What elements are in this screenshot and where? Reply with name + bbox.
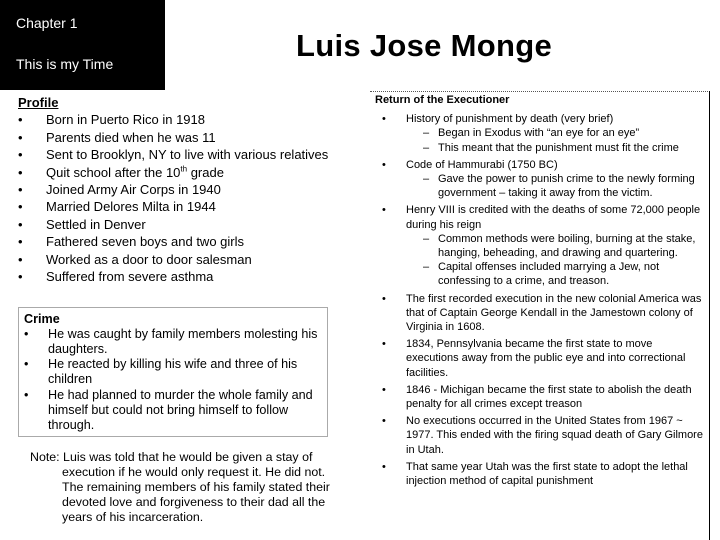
quit-school-text: Quit school after the 10 bbox=[46, 164, 181, 180]
profile-item: • Born in Puerto Rico in 1918 bbox=[18, 111, 358, 128]
executioner-section bbox=[375, 93, 705, 491]
ordinal-suffix: th bbox=[180, 164, 188, 174]
profile-item: • Suffered from severe asthma bbox=[18, 268, 358, 285]
executioner-subitem: – Capital offenses included marrying a Jew, not confessing to a crime, and treason. bbox=[406, 260, 705, 288]
executioner-item-text: • History of punishment by death (very brief) bbox=[406, 113, 614, 126]
executioner-item bbox=[375, 460, 705, 488]
crime-item: • He reacted by killing his wife and three of his children bbox=[24, 357, 321, 387]
crime-item: • He was caught by family members molesting his daughters. bbox=[24, 327, 321, 357]
quit-school-text-end: grade bbox=[187, 164, 224, 180]
executioner-item bbox=[375, 292, 705, 335]
executioner-item-text: • 1834, Pennsylvania became the first state to move executions away from the public eye and into correctional facilities. bbox=[406, 338, 686, 379]
profile-item: • Worked as a door to door salesman bbox=[18, 251, 358, 268]
executioner-item-text: • The first recorded execution in the new colonial America was that of Captain George Kendall in the Jamestown colony of Virginia in 1608. bbox=[406, 292, 702, 334]
executioner-subitem: – Gave the power to punish crime to the newly forming government – taking it away from the victim. bbox=[406, 172, 705, 200]
crime-item: • He had planned to murder the whole family and himself but could not bring himself to follow through. bbox=[24, 388, 321, 432]
crime-heading: Crime bbox=[24, 312, 60, 326]
executioner-item-text: • No executions occurred in the United States from 1967 ~ 1977. This ended with the firing squad death of Gary Gilmore in Utah. bbox=[406, 415, 703, 456]
note-text: Note: Luis was told that he would be given a stay of execution if he would only request it. He did not. The remaining members of his family stated their devoted love and forgiveness to their dad all the years of his incarceration. bbox=[30, 450, 330, 524]
executioner-item bbox=[375, 337, 705, 380]
executioner-sublist bbox=[406, 232, 705, 289]
profile-item: • Parents died when he was 11 bbox=[18, 129, 358, 146]
profile-item bbox=[18, 164, 358, 181]
executioner-subitem: – This meant that the punishment must fit the crime bbox=[406, 141, 705, 155]
profile-item: • Married Delores Milta in 1944 bbox=[18, 198, 358, 215]
executioner-item-text: • 1846 - Michigan became the first state to abolish the death penalty for all crimes except treason bbox=[406, 383, 692, 411]
executioner-item-text: • That same year Utah was the first state to adopt the lethal injection method of capital punishment bbox=[406, 460, 688, 488]
profile-item: • Sent to Brooklyn, NY to live with various relatives bbox=[18, 146, 358, 163]
profile-item: • Fathered seven boys and two girls bbox=[18, 233, 358, 250]
chapter-label: Chapter 1 bbox=[16, 15, 78, 31]
profile-item: • Joined Army Air Corps in 1940 bbox=[18, 181, 358, 198]
profile-heading: Profile bbox=[18, 95, 59, 110]
chapter-subtitle: This is my Time bbox=[16, 56, 114, 72]
executioner-item-text: • Code of Hammurabi (1750 BC) bbox=[406, 158, 558, 171]
page-title: Luis Jose Monge bbox=[296, 28, 552, 63]
chapter-header-box bbox=[0, 0, 165, 90]
profile-list bbox=[18, 111, 358, 285]
executioner-item bbox=[375, 414, 705, 457]
executioner-list bbox=[375, 112, 705, 488]
dotted-divider bbox=[370, 91, 710, 92]
executioner-sublist bbox=[406, 126, 705, 154]
executioner-item bbox=[375, 383, 705, 411]
executioner-item bbox=[375, 203, 705, 288]
executioner-item-text: • Henry VIII is credited with the deaths of some 72,000 people during his reign bbox=[406, 204, 701, 231]
right-rule bbox=[709, 91, 710, 540]
profile-section bbox=[18, 94, 358, 285]
executioner-item bbox=[375, 112, 705, 155]
executioner-sublist bbox=[406, 172, 705, 200]
crime-box bbox=[18, 307, 328, 437]
executioner-subitem: – Began in Exodus with “an eye for an eye” bbox=[406, 126, 705, 140]
executioner-item bbox=[375, 158, 705, 201]
crime-list bbox=[24, 327, 321, 433]
profile-item: • Settled in Denver bbox=[18, 216, 358, 233]
executioner-subitem: – Common methods were boiling, burning at the stake, hanging, beheading, and drawing and quartering. bbox=[406, 232, 705, 260]
executioner-heading: Return of the Executioner bbox=[375, 94, 510, 106]
